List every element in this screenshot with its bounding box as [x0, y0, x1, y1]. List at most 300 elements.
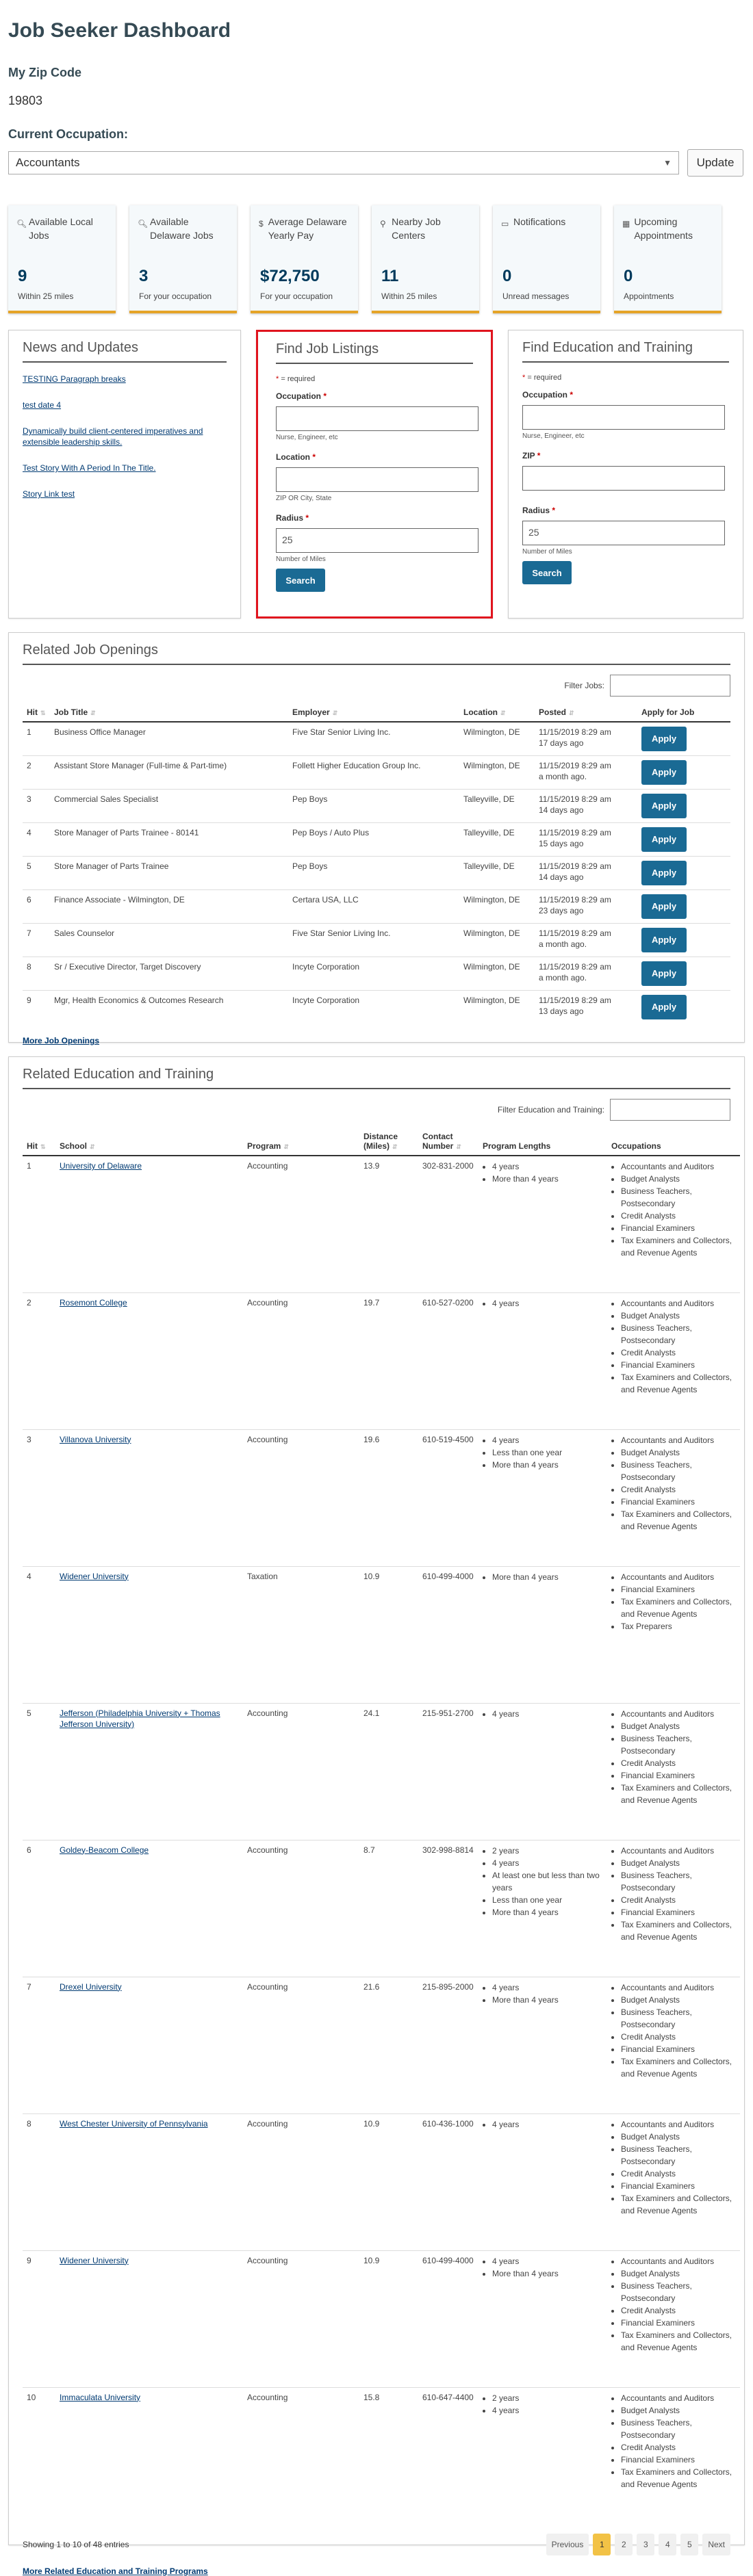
occupations-list [611, 1571, 736, 1632]
news-panel [8, 330, 241, 619]
list-item: • Credit Analysts [621, 2441, 736, 2454]
pager-page[interactable]: 4 [659, 2534, 676, 2555]
table-row [23, 957, 730, 991]
edu-column-header[interactable] [359, 1128, 418, 1156]
edu-title: Related Education and Training [23, 1067, 730, 1089]
find-jobs-title: Find Job Listings [276, 341, 473, 364]
stat-card[interactable] [8, 205, 116, 313]
posted-ago: a month ago. [539, 973, 587, 983]
job-title: Mgr, Health Economics & Outcomes Research [50, 991, 288, 1024]
list-item: • More than 4 years [492, 1571, 603, 1583]
sort-icon: ⇅ [40, 1143, 46, 1150]
edu-school-cell [55, 1292, 243, 1429]
edu-hit: 5 [23, 1703, 55, 1840]
jobs-filter-input[interactable] [610, 675, 730, 697]
zip-heading: My Zip Code [8, 66, 81, 79]
edu-distance: 19.6 [359, 1429, 418, 1566]
job-title: Commercial Sales Specialist [50, 790, 288, 823]
school-link[interactable]: Villanova University [60, 1434, 131, 1444]
list-item: • More than 4 years [492, 1459, 603, 1471]
stat-cards [8, 205, 745, 313]
edu-column-header[interactable] [478, 1128, 607, 1156]
list-item: • Less than one year [492, 1894, 603, 1906]
apply-button[interactable]: Apply [641, 827, 687, 852]
jobs-column-header[interactable] [535, 703, 637, 722]
list-item: • Credit Analysts [621, 1757, 736, 1769]
job-posted [535, 790, 637, 823]
column-label: Posted [539, 707, 567, 717]
job-posted [535, 890, 637, 924]
table-row [23, 823, 730, 857]
posted-date: 11/15/2019 8:29 am [539, 794, 611, 804]
column-label: Program [247, 1141, 281, 1151]
list-item: • Tax Examiners and Collectors, and Revenue Agents [621, 1918, 736, 1943]
news-link[interactable]: test date 4 [23, 400, 62, 410]
jobs-column-header[interactable] [459, 703, 535, 722]
sort-icon: ⇵ [569, 710, 574, 716]
stat-value: 0 [502, 267, 512, 285]
edu-school-cell [55, 1429, 243, 1566]
stat-value: 0 [624, 267, 633, 285]
panels-row [8, 330, 745, 619]
table-row [23, 756, 730, 790]
list-item: • Budget Analysts [621, 1173, 736, 1185]
list-item: • Less than one year [492, 1446, 603, 1459]
stat-card[interactable] [372, 205, 479, 313]
stat-card[interactable] [129, 205, 237, 313]
list-item: • Tax Examiners and Collectors, and Revenue Agents [621, 2466, 736, 2490]
edu-school-cell [55, 2113, 243, 2250]
list-item: • Tax Preparers [621, 1620, 736, 1632]
job-radius-input[interactable]: 25 [276, 528, 478, 553]
stat-label: Upcoming Appointments [634, 216, 693, 241]
job-title: Business Office Manager [50, 722, 288, 756]
job-occupation-input[interactable] [276, 406, 478, 431]
school-link[interactable]: Rosemont College [60, 1297, 127, 1307]
lengths-list [483, 1708, 603, 1720]
list-item: • Budget Analysts [621, 1720, 736, 1732]
job-employer: Five Star Senior Living Inc. [288, 924, 459, 957]
edu-program: Accounting [243, 1156, 359, 1292]
edu-occupations [607, 2113, 740, 2250]
job-location: Wilmington, DE [459, 991, 535, 1024]
list-item: • Credit Analysts [621, 2304, 736, 2317]
list-item: • Budget Analysts [621, 2267, 736, 2280]
list-item: • More than 4 years [492, 1906, 603, 1918]
edu-occupation-hint: Nurse, Engineer, etc [522, 432, 585, 440]
edu-program: Accounting [243, 1840, 359, 1977]
stat-label: Notifications [513, 216, 566, 227]
required-note: * = required [522, 374, 562, 382]
lengths-list [483, 2255, 603, 2280]
apply-button[interactable]: Apply [641, 961, 687, 986]
update-button[interactable]: Update [687, 149, 743, 177]
list-item: • Tax Examiners and Collectors, and Revenue Agents [621, 1371, 736, 1396]
stat-sub: For your occupation [260, 291, 333, 301]
lengths-list [483, 1434, 603, 1471]
occupation-selected: Accountants [16, 156, 80, 169]
pagination [546, 2534, 730, 2555]
job-employer: Five Star Senior Living Inc. [288, 722, 459, 756]
edu-zip-label: ZIP * [522, 451, 541, 460]
column-label: Job Title [54, 707, 88, 717]
edu-occupations [607, 1840, 740, 1977]
lengths-list [483, 1981, 603, 2006]
job-location: Wilmington, DE [459, 756, 535, 790]
edu-school-cell [55, 1156, 243, 1292]
edu-distance: 13.9 [359, 1156, 418, 1292]
table-row [23, 1977, 740, 2113]
posted-ago: 14 days ago [539, 872, 584, 882]
more-education-link[interactable]: More Related Education and Training Programs [23, 2566, 208, 2576]
school-link[interactable]: Widener University [60, 1571, 129, 1581]
stat-header [380, 215, 471, 260]
stat-sub: Unread messages [502, 291, 570, 301]
sort-icon: ⇵ [332, 710, 338, 716]
jobs-title: Related Job Openings [23, 642, 730, 665]
edu-hit: 3 [23, 1429, 55, 1566]
table-row [23, 790, 730, 823]
job-posted [535, 857, 637, 890]
column-label: Employer [292, 707, 330, 717]
edu-distance: 10.9 [359, 2113, 418, 2250]
column-label: Apply for Job [641, 707, 695, 717]
edu-program: Accounting [243, 1292, 359, 1429]
dollar-icon: $ [259, 219, 264, 229]
list-item: • 4 years [492, 1434, 603, 1446]
list-item: • More than 4 years [492, 1994, 603, 2006]
posted-date: 11/15/2019 8:29 am [539, 727, 611, 737]
job-apply-cell [637, 790, 730, 823]
news-link[interactable]: Dynamically build client-centered imperatives and extensible leadership skills. [23, 426, 203, 447]
jobs-table-body [23, 722, 730, 1024]
school-link[interactable]: Widener University [60, 2255, 129, 2265]
list-item: • 2 years [492, 1845, 603, 1857]
list-item: • Accountants and Auditors [621, 2118, 736, 2131]
job-employer: Pep Boys / Auto Plus [288, 823, 459, 857]
list-item: • Credit Analysts [621, 1894, 736, 1906]
stat-card[interactable] [493, 205, 600, 313]
edu-hit: 9 [23, 2250, 55, 2387]
table-row [23, 1156, 740, 1292]
lengths-list [483, 1297, 603, 1310]
page-title: Job Seeker Dashboard [8, 19, 231, 42]
job-apply-cell [637, 823, 730, 857]
edu-school-cell [55, 1977, 243, 2113]
list-item: • Business Teachers, Postsecondary [621, 1459, 736, 1483]
column-label: Hit [27, 1141, 38, 1151]
stat-header [16, 215, 107, 260]
list-item: • Financial Examiners [621, 1583, 736, 1596]
job-title: Store Manager of Parts Trainee - 80141 [50, 823, 288, 857]
stat-label: Nearby Job Centers [392, 216, 441, 241]
lengths-list [483, 1571, 603, 1583]
jobs-filter [23, 675, 730, 697]
occupations-list [611, 1434, 736, 1533]
edu-radius-label: Radius * [522, 506, 556, 515]
job-hit: 2 [23, 756, 50, 790]
edu-program: Accounting [243, 2113, 359, 2250]
edu-program: Accounting [243, 1977, 359, 2113]
sort-icon: ⇵ [283, 1143, 289, 1150]
required-star-icon: * [537, 451, 541, 460]
stat-card[interactable] [614, 205, 722, 313]
table-row [23, 2250, 740, 2387]
job-posted [535, 957, 637, 991]
list-item: • Financial Examiners [621, 2317, 736, 2329]
edu-lengths [478, 1566, 607, 1703]
location-hint: ZIP OR City, State [276, 495, 332, 502]
occupations-list [611, 1297, 736, 1396]
pager-next[interactable]: Next [702, 2534, 730, 2555]
pager-page[interactable]: 2 [615, 2534, 633, 2555]
pager-previous[interactable]: Previous [546, 2534, 589, 2555]
list-item: • Accountants and Auditors [621, 1434, 736, 1446]
apply-button[interactable]: Apply [641, 727, 687, 751]
list-item: • 4 years [492, 1297, 603, 1310]
more-job-openings-link[interactable]: More Job Openings [23, 1036, 100, 1045]
edu-radius-hint: Number of Miles [522, 548, 572, 556]
column-label: Hit [27, 707, 38, 717]
edu-school-cell [55, 1840, 243, 1977]
occupations-list [611, 2118, 736, 2217]
job-hit: 5 [23, 857, 50, 890]
posted-date: 11/15/2019 8:29 am [539, 761, 611, 770]
job-location: Talleyville, DE [459, 857, 535, 890]
apply-button[interactable]: Apply [641, 928, 687, 952]
edu-distance: 21.6 [359, 1977, 418, 2113]
edu-occupations [607, 2387, 740, 2524]
job-apply-cell [637, 722, 730, 756]
posted-ago: 23 days ago [539, 906, 584, 915]
list-item: • Accountants and Auditors [621, 1708, 736, 1720]
edu-column-header[interactable] [243, 1128, 359, 1156]
posted-ago: 17 days ago [539, 738, 584, 748]
list-item: • 4 years [492, 2404, 603, 2417]
edu-occupations [607, 1566, 740, 1703]
pager-page[interactable]: 1 [593, 2534, 611, 2555]
edu-phone: 215-951-2700 [418, 1703, 478, 1840]
list-item: • 4 years [492, 1857, 603, 1869]
edu-lengths [478, 1840, 607, 1977]
posted-date: 11/15/2019 8:29 am [539, 895, 611, 905]
edu-program: Accounting [243, 2250, 359, 2387]
school-link[interactable]: Drexel University [60, 1981, 122, 1992]
required-star-icon: * [305, 513, 309, 523]
job-hit: 1 [23, 722, 50, 756]
lengths-list [483, 2392, 603, 2417]
column-label: Contact Number [422, 1132, 454, 1151]
edu-table-body [23, 1156, 740, 2524]
map-pin-icon: ⚲ [380, 219, 386, 229]
column-label: Program Lengths [483, 1141, 551, 1151]
jobs-column-header[interactable] [288, 703, 459, 722]
school-link[interactable]: West Chester University of Pennsylvania [60, 2118, 208, 2129]
job-location: Wilmington, DE [459, 924, 535, 957]
edu-lengths [478, 2250, 607, 2387]
stat-header [501, 215, 592, 260]
list-item: • Business Teachers, Postsecondary [621, 2280, 736, 2304]
edu-filter [23, 1099, 730, 1121]
list-item: • Accountants and Auditors [621, 1571, 736, 1583]
list-item: • Business Teachers, Postsecondary [621, 1322, 736, 1346]
apply-button[interactable]: Apply [641, 995, 687, 1019]
stat-label: Available Local Jobs [29, 216, 93, 241]
posted-ago: a month ago. [539, 772, 587, 781]
edu-header-row [23, 1128, 740, 1156]
edu-occupation-input[interactable] [522, 405, 725, 430]
school-link[interactable]: Jefferson (Philadelphia University + Thomas Jefferson University) [60, 1708, 220, 1729]
edu-column-header[interactable] [55, 1128, 243, 1156]
edu-distance: 15.8 [359, 2387, 418, 2524]
edu-filter-input[interactable] [610, 1099, 730, 1121]
apply-button[interactable]: Apply [641, 760, 687, 785]
entries-count: Showing 1 to 10 of 48 entries [23, 2540, 129, 2549]
stat-card[interactable] [251, 205, 358, 313]
edu-search-button[interactable]: Search [522, 561, 572, 584]
apply-button[interactable]: Apply [641, 894, 687, 919]
search-icon: 🔍︎ [138, 219, 149, 229]
required-star-icon: * [522, 374, 526, 382]
jobs-header-row [23, 703, 730, 722]
edu-program: Taxation [243, 1566, 359, 1703]
list-item: • Tax Examiners and Collectors, and Revenue Agents [621, 2329, 736, 2354]
job-location: Wilmington, DE [459, 957, 535, 991]
edu-phone: 302-998-8814 [418, 1840, 478, 1977]
sort-icon: ⇵ [90, 1143, 95, 1150]
job-employer: Pep Boys [288, 790, 459, 823]
list-item: • 4 years [492, 1708, 603, 1720]
edu-lengths [478, 2113, 607, 2250]
posted-ago: 14 days ago [539, 805, 584, 815]
apply-button[interactable]: Apply [641, 794, 687, 818]
list-item: • Business Teachers, Postsecondary [621, 2417, 736, 2441]
list-item: • Tax Examiners and Collectors, and Revenue Agents [621, 1508, 736, 1533]
sort-icon: ⇵ [500, 710, 506, 716]
job-hit: 6 [23, 890, 50, 924]
news-list [23, 374, 227, 499]
job-employer: Follett Higher Education Group Inc. [288, 756, 459, 790]
posted-date: 11/15/2019 8:29 am [539, 861, 611, 871]
edu-program: Accounting [243, 2387, 359, 2524]
school-link[interactable]: Goldey-Beacom College [60, 1845, 149, 1855]
list-item: • More than 4 years [492, 1173, 603, 1185]
school-link[interactable]: University of Delaware [60, 1161, 142, 1171]
table-row [23, 1292, 740, 1429]
required-star-icon: * [276, 375, 279, 383]
list-item: • Tax Examiners and Collectors, and Revenue Agents [621, 1234, 736, 1259]
table-row [23, 1840, 740, 1977]
job-location-input[interactable] [276, 467, 478, 492]
school-link[interactable]: Immaculata University [60, 2392, 141, 2402]
edu-distance: 10.9 [359, 2250, 418, 2387]
find-jobs-panel [256, 330, 493, 619]
job-title: Store Manager of Parts Trainee [50, 857, 288, 890]
list-item: • Credit Analysts [621, 1346, 736, 1359]
list-item: • Budget Analysts [621, 2131, 736, 2143]
occupation-select[interactable] [8, 151, 679, 174]
job-search-button[interactable]: Search [276, 569, 325, 592]
lengths-list [483, 1845, 603, 1918]
posted-ago: 15 days ago [539, 839, 584, 848]
list-item: • Financial Examiners [621, 2043, 736, 2055]
edu-occupations [607, 1429, 740, 1566]
edu-zip-input[interactable] [522, 466, 725, 491]
edu-phone: 610-436-1000 [418, 2113, 478, 2250]
list-item: • 4 years [492, 1981, 603, 1994]
pager-page[interactable]: 3 [637, 2534, 654, 2555]
edu-radius-input[interactable]: 25 [522, 521, 725, 545]
job-location: Talleyville, DE [459, 790, 535, 823]
edu-phone: 610-647-4400 [418, 2387, 478, 2524]
edu-school-cell [55, 1566, 243, 1703]
jobs-column-header[interactable] [50, 703, 288, 722]
find-education-panel [508, 330, 743, 619]
edu-column-header[interactable] [607, 1128, 740, 1156]
job-posted [535, 991, 637, 1024]
list-item: • Business Teachers, Postsecondary [621, 1185, 736, 1210]
list-item: • Accountants and Auditors [621, 2392, 736, 2404]
education-panel [8, 1056, 745, 2576]
job-openings-panel [8, 632, 745, 1043]
job-apply-cell [637, 957, 730, 991]
radius-label: Radius * [276, 513, 309, 523]
list-item: • Budget Analysts [621, 1310, 736, 1322]
edu-column-header[interactable] [418, 1128, 478, 1156]
edu-lengths [478, 2387, 607, 2524]
stat-value: $72,750 [260, 267, 320, 285]
edu-lengths [478, 1977, 607, 2113]
jobs-column-header[interactable] [637, 703, 730, 722]
edu-hit: 4 [23, 1566, 55, 1703]
list-item: • Business Teachers, Postsecondary [621, 1869, 736, 1894]
news-link[interactable]: Test Story With A Period In The Title. [23, 463, 156, 473]
apply-button[interactable]: Apply [641, 861, 687, 885]
news-link[interactable]: TESTING Paragraph breaks [23, 374, 126, 384]
job-employer: Certara USA, LLC [288, 890, 459, 924]
job-posted [535, 823, 637, 857]
list-item: • Financial Examiners [621, 1222, 736, 1234]
edu-distance: 19.7 [359, 1292, 418, 1429]
jobs-column-header[interactable] [23, 703, 50, 722]
table-row [23, 857, 730, 890]
list-item: • Credit Analysts [621, 2168, 736, 2180]
find-edu-title: Find Education and Training [522, 340, 729, 363]
edu-hit: 8 [23, 2113, 55, 2250]
job-posted [535, 756, 637, 790]
location-label: Location * [276, 452, 316, 462]
job-employer: Pep Boys [288, 857, 459, 890]
pager-page[interactable]: 5 [680, 2534, 698, 2555]
list-item: • Tax Examiners and Collectors, and Revenue Agents [621, 1782, 736, 1806]
calendar-icon: ▦ [622, 219, 630, 229]
edu-column-header[interactable] [23, 1128, 55, 1156]
edu-lengths [478, 1292, 607, 1429]
list-item: • Business Teachers, Postsecondary [621, 1732, 736, 1757]
stat-sub: Within 25 miles [381, 291, 437, 301]
edu-phone: 302-831-2000 [418, 1156, 478, 1292]
edu-phone: 610-499-4000 [418, 1566, 478, 1703]
occupation-label: Occupation * [276, 391, 327, 401]
list-item: • Business Teachers, Postsecondary [621, 2143, 736, 2168]
occupations-list [611, 2255, 736, 2354]
sort-icon: ⇵ [90, 710, 96, 716]
job-employer: Incyte Corporation [288, 991, 459, 1024]
job-location: Talleyville, DE [459, 823, 535, 857]
news-link[interactable]: Story Link test [23, 489, 75, 499]
column-label: Occupations [611, 1141, 661, 1151]
zip-value: 19803 [8, 94, 43, 107]
